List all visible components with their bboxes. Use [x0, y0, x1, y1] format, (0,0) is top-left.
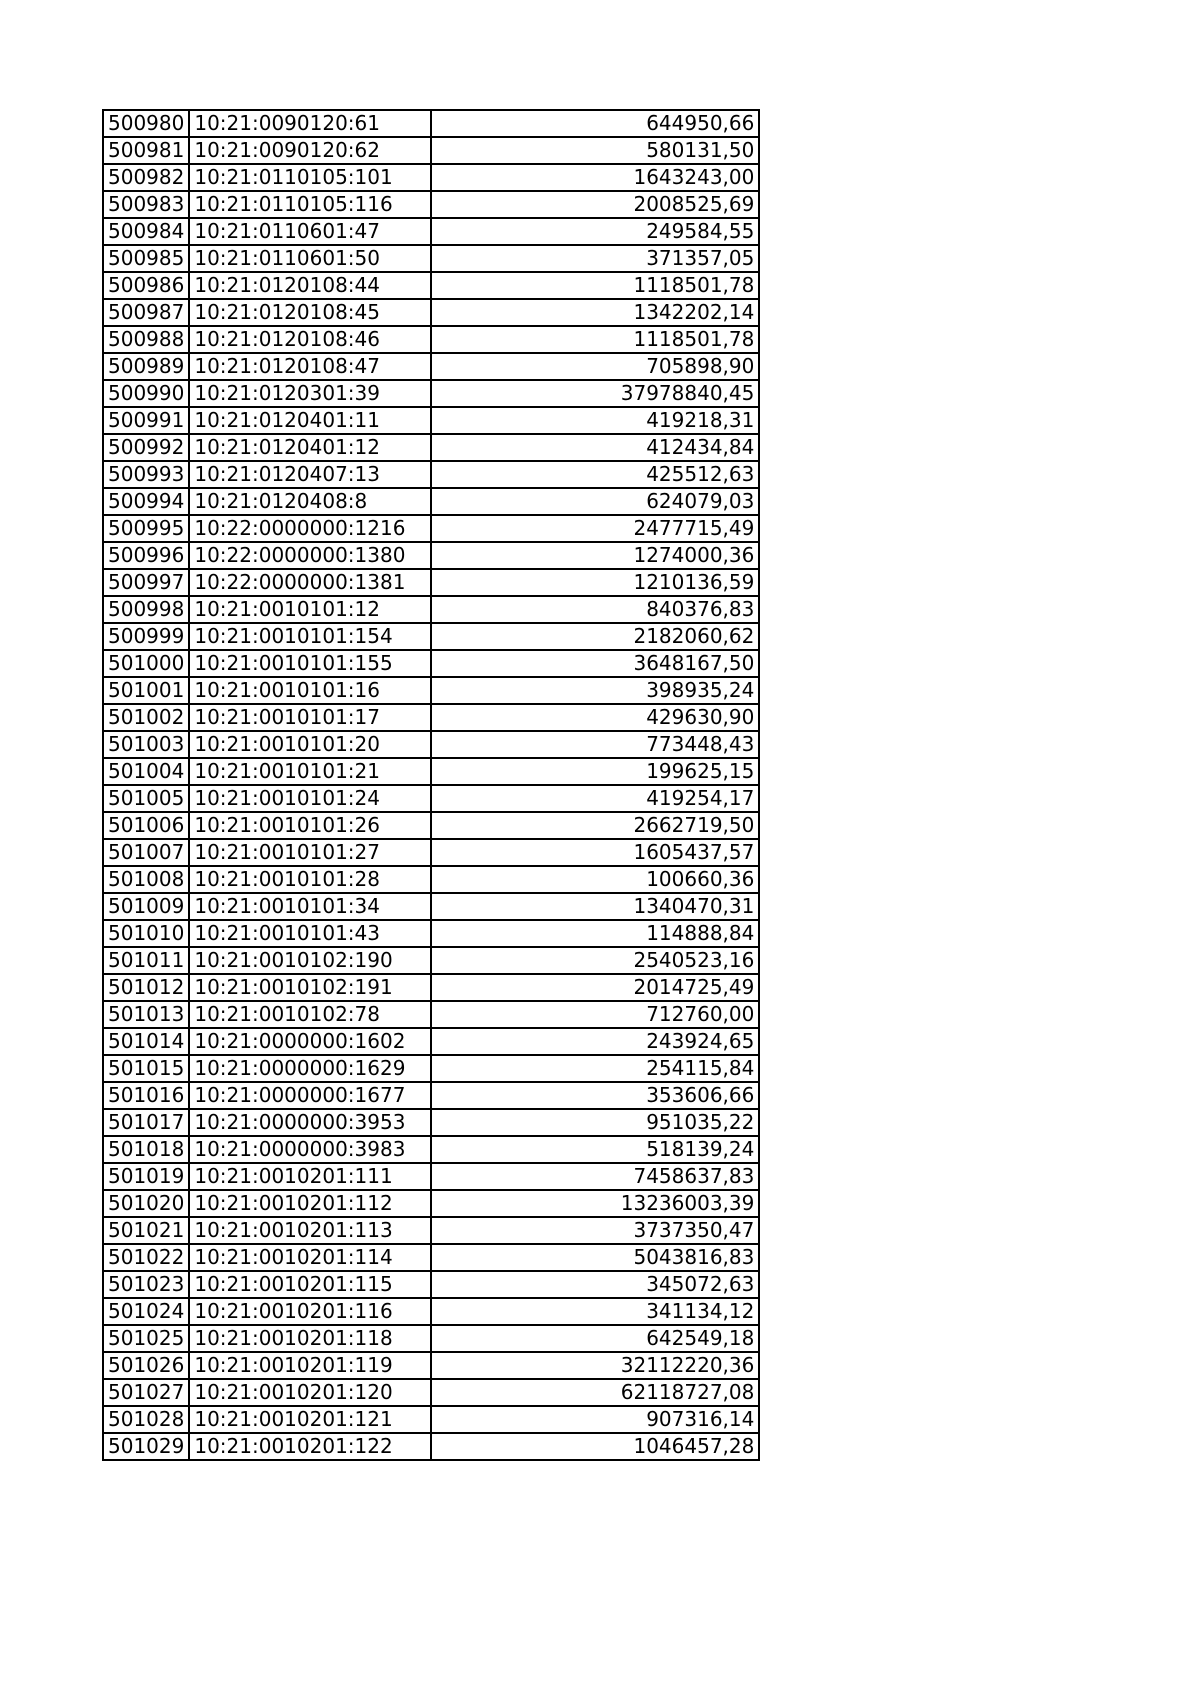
cadastral-value-cell: 705898,90: [431, 353, 759, 380]
cadastral-value-cell: 2008525,69: [431, 191, 759, 218]
cadastral-value-cell: 32112220,36: [431, 1352, 759, 1379]
table-row: [103, 245, 759, 272]
cadastral-number-cell: 10:21:0010201:120: [189, 1379, 431, 1406]
cadastral-number-cell: 10:21:0010101:21: [189, 758, 431, 785]
row-id-cell: 501025: [103, 1325, 189, 1352]
cadastral-number-cell: 10:21:0120301:39: [189, 380, 431, 407]
table-row: [103, 1028, 759, 1055]
row-id-cell: 500996: [103, 542, 189, 569]
cadastral-value-cell: 13236003,39: [431, 1190, 759, 1217]
cadastral-number-cell: 10:21:0010101:20: [189, 731, 431, 758]
table-row: [103, 947, 759, 974]
row-id-cell: 500994: [103, 488, 189, 515]
cadastral-number-cell: 10:21:0010201:111: [189, 1163, 431, 1190]
table-row: [103, 218, 759, 245]
row-id-cell: 501027: [103, 1379, 189, 1406]
cadastral-value-cell: 100660,36: [431, 866, 759, 893]
cadastral-value-cell: 254115,84: [431, 1055, 759, 1082]
cadastral-number-cell: 10:21:0110601:50: [189, 245, 431, 272]
table-row: [103, 461, 759, 488]
row-id-cell: 500992: [103, 434, 189, 461]
cadastral-number-cell: 10:21:0000000:1602: [189, 1028, 431, 1055]
table-row: [103, 434, 759, 461]
cadastral-number-cell: 10:21:0010102:78: [189, 1001, 431, 1028]
cadastral-value-cell: 951035,22: [431, 1109, 759, 1136]
table-row: [103, 677, 759, 704]
table-row: [103, 893, 759, 920]
cadastral-value-cell: 644950,66: [431, 110, 759, 137]
cadastral-number-cell: 10:21:0110105:116: [189, 191, 431, 218]
cadastral-value-cell: 1210136,59: [431, 569, 759, 596]
cadastral-number-cell: 10:21:0010201:119: [189, 1352, 431, 1379]
table-row: [103, 515, 759, 542]
row-id-cell: 500984: [103, 218, 189, 245]
table-row: [103, 974, 759, 1001]
cadastral-value-cell: 2182060,62: [431, 623, 759, 650]
row-id-cell: 500998: [103, 596, 189, 623]
table-row: [103, 1082, 759, 1109]
cadastral-value-cell: 371357,05: [431, 245, 759, 272]
row-id-cell: 501009: [103, 893, 189, 920]
row-id-cell: 501028: [103, 1406, 189, 1433]
row-id-cell: 500991: [103, 407, 189, 434]
row-id-cell: 501012: [103, 974, 189, 1001]
table-row: [103, 866, 759, 893]
row-id-cell: 500989: [103, 353, 189, 380]
row-id-cell: 501008: [103, 866, 189, 893]
row-id-cell: 500987: [103, 299, 189, 326]
row-id-cell: 501029: [103, 1433, 189, 1460]
cadastral-value-cell: 840376,83: [431, 596, 759, 623]
cadastral-value-cell: 398935,24: [431, 677, 759, 704]
cadastral-number-cell: 10:21:0010201:118: [189, 1325, 431, 1352]
cadastral-value-cell: 712760,00: [431, 1001, 759, 1028]
cadastral-value-cell: 412434,84: [431, 434, 759, 461]
row-id-cell: 501024: [103, 1298, 189, 1325]
cadastral-number-cell: 10:21:0090120:62: [189, 137, 431, 164]
cadastral-value-cell: 2014725,49: [431, 974, 759, 1001]
table-row: [103, 542, 759, 569]
cadastral-value-table: [102, 109, 760, 1461]
row-id-cell: 500993: [103, 461, 189, 488]
cadastral-number-cell: 10:21:0010101:155: [189, 650, 431, 677]
cadastral-value-cell: 7458637,83: [431, 1163, 759, 1190]
table-row: [103, 326, 759, 353]
cadastral-value-cell: 2477715,49: [431, 515, 759, 542]
table-row: [103, 488, 759, 515]
table-row: [103, 731, 759, 758]
table-row: [103, 1001, 759, 1028]
cadastral-number-cell: 10:21:0120108:44: [189, 272, 431, 299]
table-row: [103, 623, 759, 650]
cadastral-value-cell: 580131,50: [431, 137, 759, 164]
cadastral-number-cell: 10:21:0010201:112: [189, 1190, 431, 1217]
cadastral-value-cell: 341134,12: [431, 1298, 759, 1325]
cadastral-value-cell: 199625,15: [431, 758, 759, 785]
cadastral-number-cell: 10:21:0120108:45: [189, 299, 431, 326]
cadastral-value-cell: 518139,24: [431, 1136, 759, 1163]
table-row: [103, 1244, 759, 1271]
cadastral-value-cell: 429630,90: [431, 704, 759, 731]
cadastral-value-cell: 419218,31: [431, 407, 759, 434]
table-row: [103, 272, 759, 299]
cadastral-number-cell: 10:21:0010101:43: [189, 920, 431, 947]
cadastral-number-cell: 10:21:0120407:13: [189, 461, 431, 488]
table-row: [103, 812, 759, 839]
cadastral-value-cell: 1118501,78: [431, 326, 759, 353]
row-id-cell: 501001: [103, 677, 189, 704]
cadastral-value-cell: 249584,55: [431, 218, 759, 245]
table-row: [103, 596, 759, 623]
table-row: [103, 569, 759, 596]
row-id-cell: 501018: [103, 1136, 189, 1163]
cadastral-number-cell: 10:21:0010201:115: [189, 1271, 431, 1298]
row-id-cell: 501015: [103, 1055, 189, 1082]
cadastral-value-cell: 62118727,08: [431, 1379, 759, 1406]
cadastral-number-cell: 10:21:0000000:1629: [189, 1055, 431, 1082]
table-row: [103, 1217, 759, 1244]
cadastral-number-cell: 10:21:0010101:24: [189, 785, 431, 812]
row-id-cell: 500983: [103, 191, 189, 218]
cadastral-value-cell: 1342202,14: [431, 299, 759, 326]
table-row: [103, 920, 759, 947]
cadastral-number-cell: 10:21:0010201:116: [189, 1298, 431, 1325]
table-row: [103, 1055, 759, 1082]
row-id-cell: 501003: [103, 731, 189, 758]
cadastral-number-cell: 10:21:0010101:26: [189, 812, 431, 839]
cadastral-number-cell: 10:21:0120401:11: [189, 407, 431, 434]
cadastral-value-cell: 773448,43: [431, 731, 759, 758]
cadastral-number-cell: 10:22:0000000:1380: [189, 542, 431, 569]
cadastral-number-cell: 10:21:0010101:34: [189, 893, 431, 920]
row-id-cell: 500981: [103, 137, 189, 164]
row-id-cell: 501014: [103, 1028, 189, 1055]
row-id-cell: 501004: [103, 758, 189, 785]
table-body: [103, 110, 759, 1460]
cadastral-value-cell: 425512,63: [431, 461, 759, 488]
table-row: [103, 407, 759, 434]
cadastral-number-cell: 10:21:0010201:114: [189, 1244, 431, 1271]
cadastral-value-cell: 5043816,83: [431, 1244, 759, 1271]
row-id-cell: 501023: [103, 1271, 189, 1298]
row-id-cell: 500986: [103, 272, 189, 299]
cadastral-number-cell: 10:21:0010101:27: [189, 839, 431, 866]
table-row: [103, 380, 759, 407]
row-id-cell: 501011: [103, 947, 189, 974]
cadastral-value-cell: 114888,84: [431, 920, 759, 947]
cadastral-number-cell: 10:21:0010101:12: [189, 596, 431, 623]
cadastral-number-cell: 10:21:0010201:121: [189, 1406, 431, 1433]
cadastral-number-cell: 10:21:0090120:61: [189, 110, 431, 137]
table-row: [103, 785, 759, 812]
cadastral-number-cell: 10:21:0010101:16: [189, 677, 431, 704]
row-id-cell: 501006: [103, 812, 189, 839]
row-id-cell: 501017: [103, 1109, 189, 1136]
table-row: [103, 1379, 759, 1406]
cadastral-number-cell: 10:21:0010101:17: [189, 704, 431, 731]
table-row: [103, 164, 759, 191]
cadastral-number-cell: 10:22:0000000:1381: [189, 569, 431, 596]
cadastral-number-cell: 10:21:0000000:3953: [189, 1109, 431, 1136]
table-row: [103, 110, 759, 137]
cadastral-value-cell: 3737350,47: [431, 1217, 759, 1244]
cadastral-value-cell: 907316,14: [431, 1406, 759, 1433]
cadastral-value-cell: 345072,63: [431, 1271, 759, 1298]
table-row: [103, 353, 759, 380]
table-row: [103, 839, 759, 866]
row-id-cell: 500982: [103, 164, 189, 191]
row-id-cell: 501016: [103, 1082, 189, 1109]
cadastral-number-cell: 10:21:0010102:191: [189, 974, 431, 1001]
table-row: [103, 1352, 759, 1379]
row-id-cell: 500990: [103, 380, 189, 407]
cadastral-number-cell: 10:21:0010201:113: [189, 1217, 431, 1244]
row-id-cell: 501021: [103, 1217, 189, 1244]
cadastral-value-cell: 1118501,78: [431, 272, 759, 299]
cadastral-value-cell: 642549,18: [431, 1325, 759, 1352]
row-id-cell: 501010: [103, 920, 189, 947]
table-row: [103, 299, 759, 326]
row-id-cell: 501020: [103, 1190, 189, 1217]
cadastral-number-cell: 10:21:0120108:47: [189, 353, 431, 380]
row-id-cell: 501005: [103, 785, 189, 812]
cadastral-number-cell: 10:21:0120408:8: [189, 488, 431, 515]
row-id-cell: 500997: [103, 569, 189, 596]
cadastral-value-cell: 1605437,57: [431, 839, 759, 866]
table-row: [103, 758, 759, 785]
table-row: [103, 1163, 759, 1190]
cadastral-number-cell: 10:21:0010101:28: [189, 866, 431, 893]
row-id-cell: 501000: [103, 650, 189, 677]
cadastral-number-cell: 10:21:0110601:47: [189, 218, 431, 245]
row-id-cell: 501007: [103, 839, 189, 866]
cadastral-number-cell: 10:21:0010102:190: [189, 947, 431, 974]
table-row: [103, 1136, 759, 1163]
row-id-cell: 501019: [103, 1163, 189, 1190]
cadastral-number-cell: 10:21:0120401:12: [189, 434, 431, 461]
table-row: [103, 1406, 759, 1433]
cadastral-number-cell: 10:21:0120108:46: [189, 326, 431, 353]
cadastral-value-cell: 1046457,28: [431, 1433, 759, 1460]
cadastral-value-cell: 1340470,31: [431, 893, 759, 920]
cadastral-number-cell: 10:21:0010201:122: [189, 1433, 431, 1460]
table-row: [103, 1271, 759, 1298]
cadastral-number-cell: 10:21:0010101:154: [189, 623, 431, 650]
cadastral-value-cell: 243924,65: [431, 1028, 759, 1055]
table-row: [103, 1433, 759, 1460]
table-row: [103, 1190, 759, 1217]
cadastral-value-cell: 1274000,36: [431, 542, 759, 569]
row-id-cell: 501022: [103, 1244, 189, 1271]
row-id-cell: 500995: [103, 515, 189, 542]
row-id-cell: 501026: [103, 1352, 189, 1379]
row-id-cell: 501002: [103, 704, 189, 731]
row-id-cell: 500999: [103, 623, 189, 650]
cadastral-number-cell: 10:21:0110105:101: [189, 164, 431, 191]
table-row: [103, 137, 759, 164]
cadastral-value-cell: 1643243,00: [431, 164, 759, 191]
cadastral-number-cell: 10:22:0000000:1216: [189, 515, 431, 542]
table-row: [103, 1325, 759, 1352]
row-id-cell: 500985: [103, 245, 189, 272]
row-id-cell: 500980: [103, 110, 189, 137]
cadastral-value-cell: 2540523,16: [431, 947, 759, 974]
row-id-cell: 500988: [103, 326, 189, 353]
table-row: [103, 704, 759, 731]
row-id-cell: 501013: [103, 1001, 189, 1028]
cadastral-value-cell: 624079,03: [431, 488, 759, 515]
cadastral-value-cell: 353606,66: [431, 1082, 759, 1109]
table-row: [103, 1298, 759, 1325]
cadastral-value-cell: 3648167,50: [431, 650, 759, 677]
cadastral-number-cell: 10:21:0000000:1677: [189, 1082, 431, 1109]
cadastral-value-cell: 2662719,50: [431, 812, 759, 839]
cadastral-value-cell: 419254,17: [431, 785, 759, 812]
table-row: [103, 650, 759, 677]
table-row: [103, 191, 759, 218]
table-row: [103, 1109, 759, 1136]
cadastral-value-cell: 37978840,45: [431, 380, 759, 407]
cadastral-number-cell: 10:21:0000000:3983: [189, 1136, 431, 1163]
